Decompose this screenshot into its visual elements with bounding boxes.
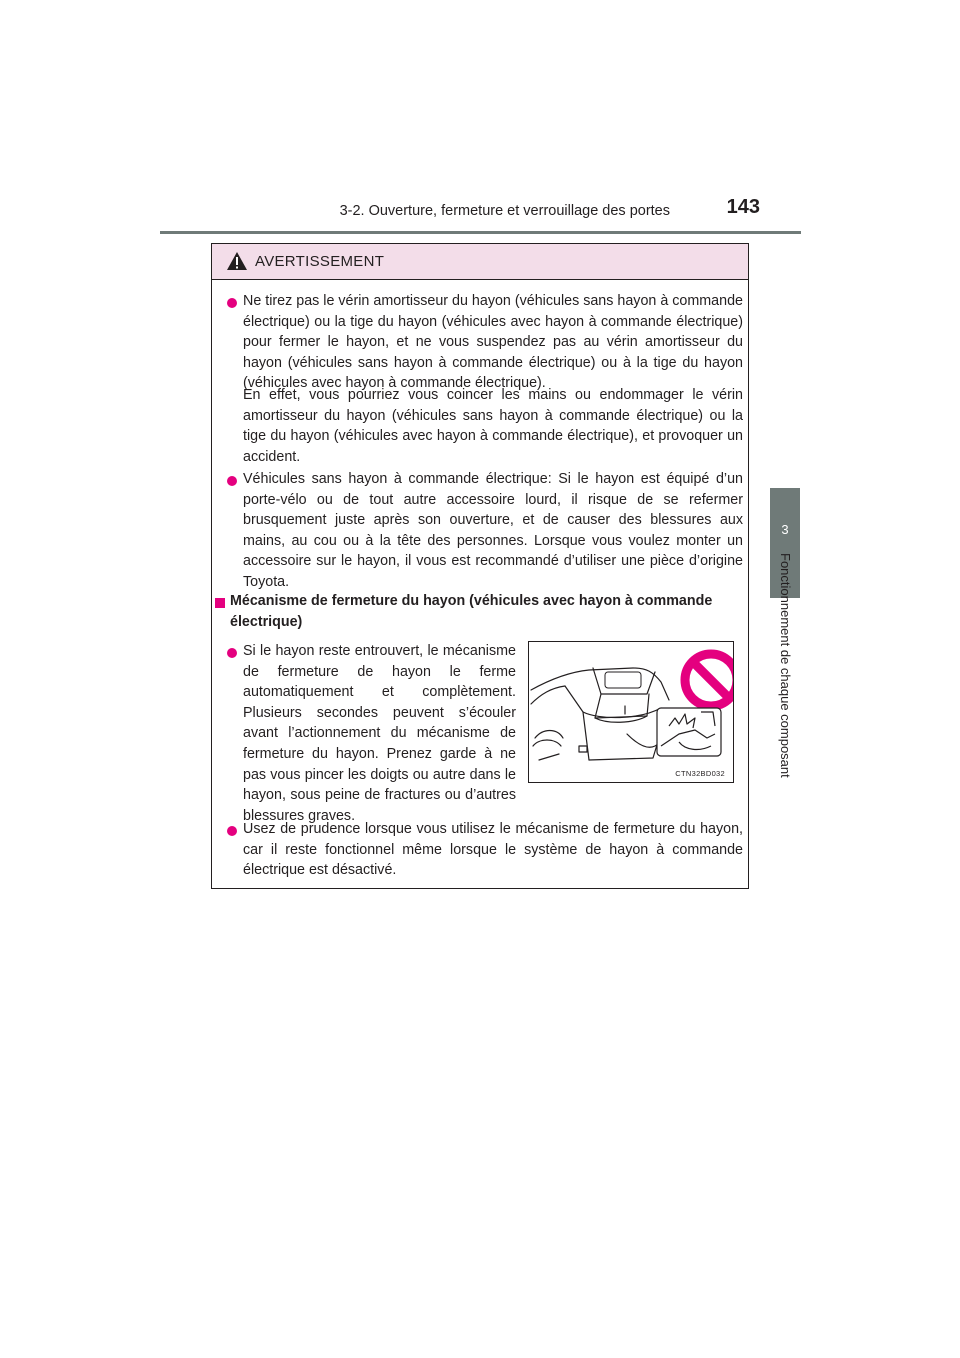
car-tailgate-drawing <box>529 642 734 783</box>
warning-header <box>212 244 748 280</box>
bullet-icon <box>227 476 237 486</box>
sub-item: Si le hayon reste entrouvert, le mécanisme de fermeture de hayon le ferme automatiquement et complètement. Plusieurs secondes peuvent s’écouler avant l’actionnement du mécanisme de fermeture du hayon. Prenez garde à ne pas vous pincer les doigts ou autre dans le hayon, sous peine de fractures ou d’autres blessures graves. <box>243 643 516 824</box>
warning-title: AVERTISSEMENT <box>255 253 385 270</box>
subheading: Mécanisme de fermeture du hayon (véhicules avec hayon à commande électrique) <box>230 593 713 630</box>
square-bullet-icon <box>215 598 225 608</box>
warning-item: Véhicules sans hayon à commande électrique: Si le hayon est équipé d’un porte-vélo ou de tout autre accessoire lourd, il risque de se refermer brusquement juste après son ouverture, et de causer des blessures aux mains, au cou ou à la tête des personnes. Lorsque vous voulez monter un accessoire sur le hayon, il vous est recommandé d’utiliser une pièce d’origine Toyota. <box>243 471 743 590</box>
warning-item-continued: En effet, vous pourriez vous coincer les mains ou endommager le vérin amortisseur du hayon (véhicules sans hayon à commande électrique) ou la tige du hayon (véhicules avec hayon à commande électrique), et provoquer un accident. <box>243 387 743 465</box>
bullet-icon <box>227 298 237 308</box>
sub-item: Usez de prudence lorsque vous utilisez le mécanisme de fermeture du hayon, car il reste fonctionnel même lorsque le système de hayon à commande électrique est désactivé. <box>243 821 743 879</box>
chapter-title: Fonctionnement de chaque composant <box>778 553 793 778</box>
bullet-icon <box>227 648 237 658</box>
page-number: 143 <box>726 196 760 218</box>
bullet-icon <box>227 826 237 836</box>
warning-box <box>211 243 749 889</box>
header-rule <box>160 231 801 234</box>
figure-code: CTN32BD032 <box>675 769 725 778</box>
section-title: 3-2. Ouverture, fermeture et verrouillage des portes <box>339 203 670 219</box>
warning-item: Ne tirez pas le vérin amortisseur du hayon (véhicules sans hayon à commande électrique) ou la tige du hayon (véhicules avec hayon à commande électrique) pour fermer le hayon, et ne vous suspendez pas au vérin amortisseur du hayon (véhicules sans hayon à commande électrique) ou à la tige du hayon (véhicules avec hayon à commande électrique). <box>243 293 743 392</box>
warning-triangle-icon <box>226 251 248 271</box>
tailgate-illustration <box>528 641 734 783</box>
chapter-number: 3 <box>781 522 789 537</box>
